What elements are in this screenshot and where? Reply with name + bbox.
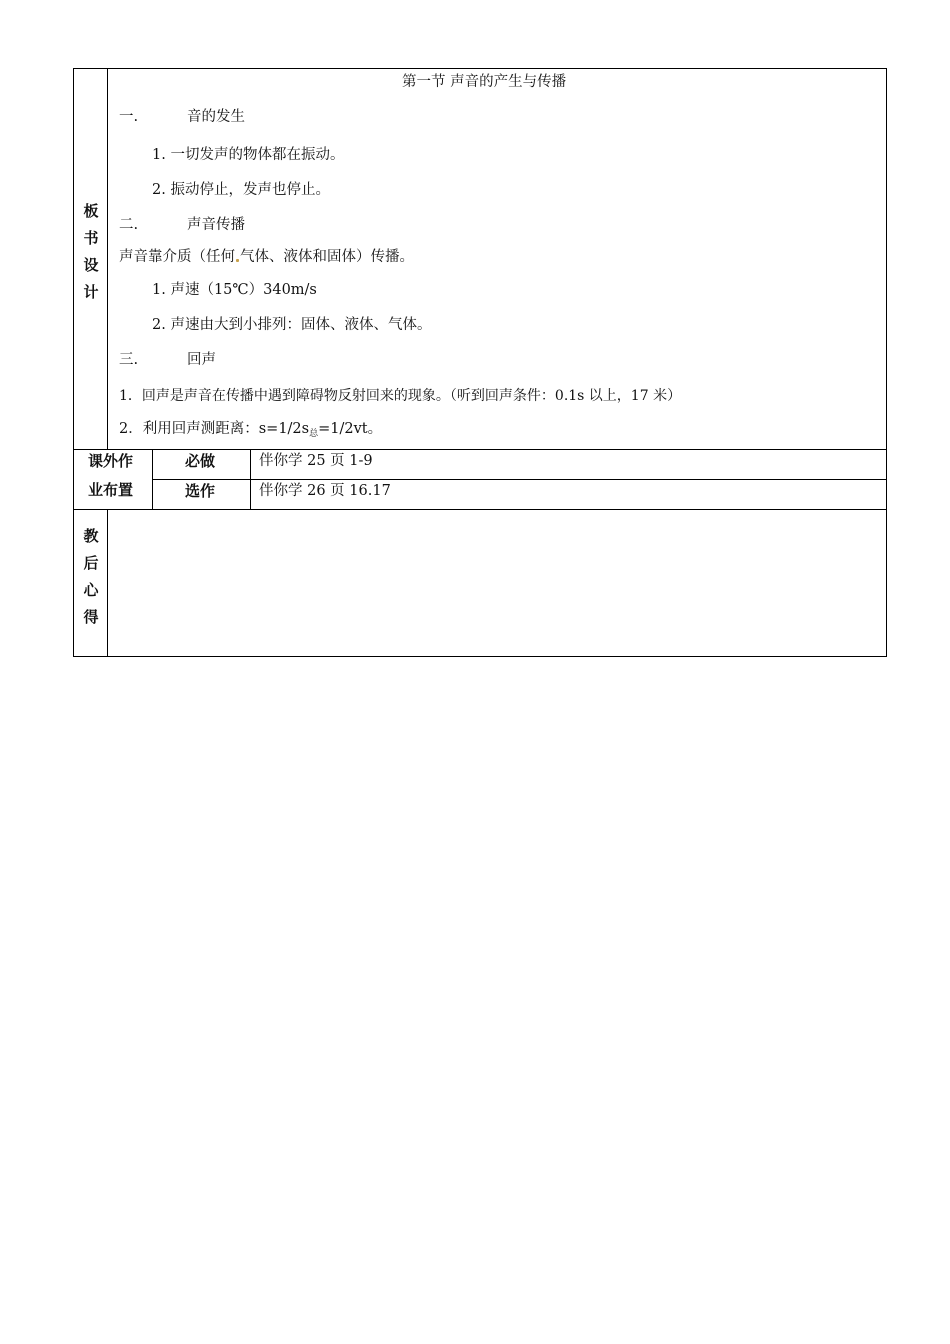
reflection-label-char: 后 (83, 554, 99, 572)
homework-content-required: 伴你学 25 页 1-9 (259, 453, 373, 469)
medium-statement: 声音靠介质（任何 气体、液体和固体）传播。 (119, 249, 414, 265)
formula-subscript: 总 (309, 429, 319, 439)
homework-content-optional: 伴你学 26 页 16.17 (259, 483, 391, 499)
section-1-item: 2. 振动停止，发声也停止。 (152, 182, 330, 198)
homework-type-required: 必做 (185, 452, 216, 470)
section-2-number: 二. (119, 217, 139, 233)
reflection-label-char: 得 (83, 608, 99, 626)
section-2-heading: 声音传播 (187, 217, 245, 233)
lesson-title: 第一节 声音的产生与传播 (402, 74, 567, 90)
reflection-label-char: 教 (83, 527, 99, 545)
reflection-label (81, 523, 101, 631)
board-label-char: 板 (83, 202, 99, 220)
mark-dot-icon (236, 259, 239, 262)
board-label-char: 设 (83, 256, 99, 274)
divider-homework-row (152, 479, 887, 480)
section-2-item: 1. 声速（15℃）340m/s (152, 282, 317, 298)
homework-type-optional: 选作 (185, 482, 216, 500)
echo-definition: 1．回声是声音在传播中遇到障碍物反射回来的现象。（听到回声条件：0.1s 以上，17 米） (119, 388, 682, 404)
echo-formula: 2．利用回声测距离：$s=1/2s_总=1/2vt$。 (119, 421, 383, 439)
homework-label-line2: 业布置 (88, 481, 134, 499)
section-3-heading: 回声 (187, 352, 216, 368)
reflection-content-area (108, 510, 886, 656)
board-label-char: 计 (83, 283, 99, 301)
section-1-item: 1. 一切发声的物体都在振动。 (152, 147, 345, 163)
divider-board-left (107, 68, 108, 450)
section-2-item: 2. 声速由大到小排列：固体、液体、气体。 (152, 317, 432, 333)
board-label-char: 书 (83, 229, 99, 247)
board-design-label (81, 198, 101, 306)
homework-label-line1: 课外作 (88, 452, 134, 470)
section-1-number: 一. (119, 109, 139, 125)
divider-board-bottom (73, 449, 887, 450)
section-1-heading: 音的发生 (187, 109, 245, 125)
section-3-number: 三. (119, 352, 139, 368)
reflection-label-char: 心 (83, 581, 99, 599)
